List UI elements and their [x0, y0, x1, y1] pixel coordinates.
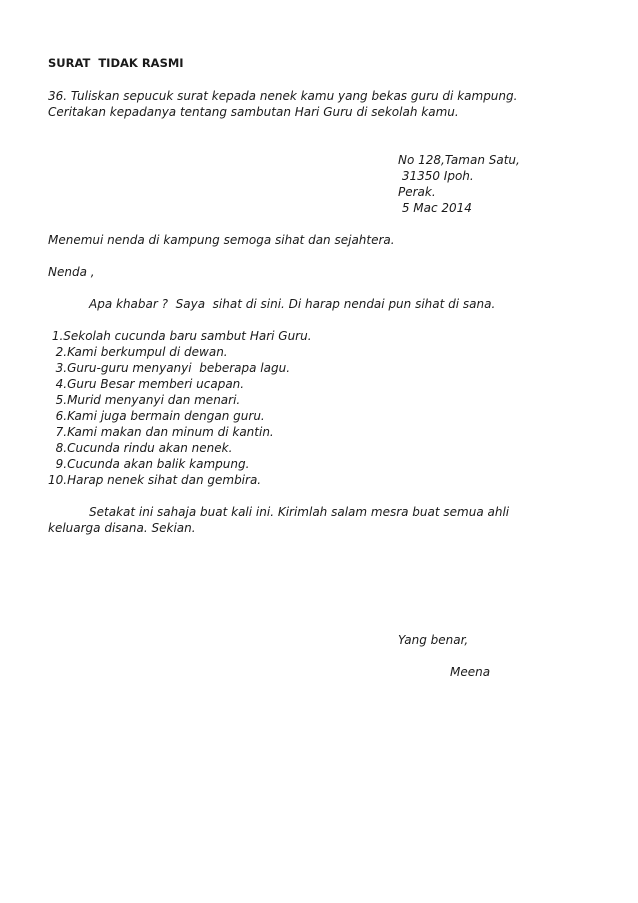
- point-9: 9.Cucunda akan balik kampung.: [48, 457, 250, 471]
- point-2: 2.Kami berkumpul di dewan.: [48, 345, 228, 359]
- letter-heading: SURAT TIDAK RASMI: [48, 56, 184, 70]
- point-7: 7.Kami makan dan minum di kantin.: [48, 425, 274, 439]
- question-line-2: Ceritakan kepadanya tentang sambutan Hari Guru di sekolah kamu.: [48, 105, 459, 119]
- greeting-paragraph: Apa khabar ? Saya sihat di sini. Di harap nendai pun sihat di sana.: [89, 297, 496, 311]
- signature-name: Meena: [450, 665, 491, 679]
- salutation: Nenda ,: [48, 265, 95, 279]
- point-4: 4.Guru Besar memberi ucapan.: [48, 377, 245, 391]
- closing-line-2: keluarga disana. Sekian.: [48, 521, 196, 535]
- question-line-1: 36. Tuliskan sepucuk surat kepada nenek kamu yang bekas guru di kampung.: [48, 89, 518, 103]
- closing-line-1: Setakat ini sahaja buat kali ini. Kirimlah salam mesra buat semua ahli: [89, 505, 510, 519]
- opening-line: Menemui nenda di kampung semoga sihat dan sejahtera.: [48, 233, 395, 247]
- address-line-2: 31350 Ipoh.: [398, 169, 474, 183]
- point-1: 1.Sekolah cucunda baru sambut Hari Guru.: [48, 329, 312, 343]
- point-6: 6.Kami juga bermain dengan guru.: [48, 409, 265, 423]
- address-line-3: Perak.: [398, 185, 436, 199]
- point-3: 3.Guru-guru menyanyi beberapa lagu.: [48, 361, 291, 375]
- letter-date: 5 Mac 2014: [398, 201, 472, 215]
- point-8: 8.Cucunda rindu akan nenek.: [48, 441, 233, 455]
- point-5: 5.Murid menyanyi dan menari.: [48, 393, 241, 407]
- address-line-1: No 128,Taman Satu,: [398, 153, 520, 167]
- signoff: Yang benar,: [398, 633, 469, 647]
- point-10: 10.Harap nenek sihat dan gembira.: [48, 473, 262, 487]
